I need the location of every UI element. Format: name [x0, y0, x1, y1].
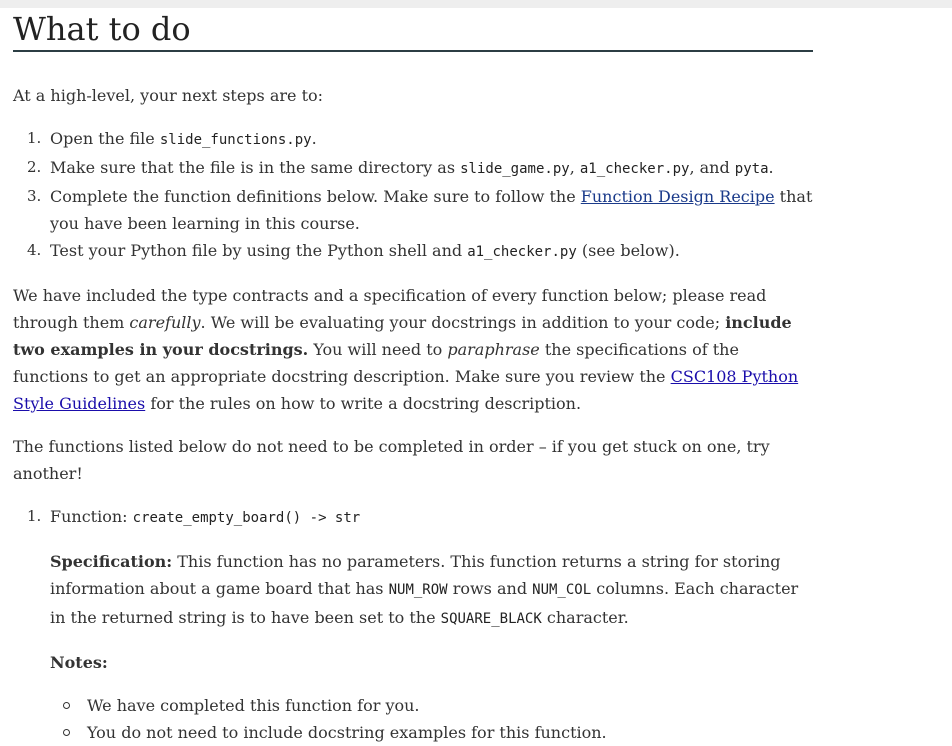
inline-code: a1_checker.py: [579, 161, 690, 177]
page-title: What to do: [13, 9, 813, 52]
emphasis-text: paraphrase: [447, 340, 540, 359]
browser-top-strip: [0, 0, 952, 8]
inline-code: NUM_COL: [532, 582, 592, 598]
paragraph-text: We have included the type contracts and a specification of every function below; please read through them: [13, 286, 767, 332]
spec-text: rows and: [447, 579, 533, 598]
note-text: You do not need to include docstring examples for this function.: [87, 723, 607, 742]
step-text: Test your Python file by using the Python shell and: [50, 241, 468, 260]
step-text: .: [311, 129, 317, 148]
circle-bullet-icon: [63, 729, 70, 736]
spec-text: This function has no parameters. This function returns a string for storing information about a game board that has: [50, 552, 781, 598]
inline-code: SQUARE_BLACK: [440, 611, 542, 627]
step-text: ,: [569, 158, 580, 177]
note-item: [50, 719, 813, 746]
step-item: [13, 183, 813, 237]
circle-bullet-icon: [63, 702, 70, 709]
emphasis-text: carefully: [129, 313, 201, 332]
functions-list: [13, 503, 813, 746]
docstring-instructions-paragraph: [13, 282, 813, 417]
step-item: [13, 154, 813, 183]
step-text: .: [768, 158, 774, 177]
step-text: (see below).: [576, 241, 680, 260]
inline-code: NUM_ROW: [388, 582, 448, 598]
function-design-recipe-link[interactable]: Function Design Recipe: [580, 187, 775, 206]
spec-text: character.: [541, 608, 629, 627]
next-steps-list: [13, 125, 813, 266]
function-signature: create_empty_board() -> str: [132, 510, 361, 526]
inline-code: pyta: [734, 161, 769, 177]
step-text: , and: [689, 158, 735, 177]
step-text: Make sure that the file is in the same directory as: [50, 158, 461, 177]
paragraph-text: the specifications of the functions to get an appropriate docstring description. Make sure you review the: [13, 340, 739, 386]
paragraph-text: for the rules on how to write a docstring description.: [145, 394, 582, 413]
step-text: that you have been learning in this course.: [50, 187, 813, 233]
style-guidelines-link[interactable]: CSC108 Python Style Guidelines: [13, 367, 799, 413]
bold-text: include two examples in your docstrings.: [13, 313, 792, 359]
notes-list: [50, 692, 813, 746]
inline-code: slide_game.py: [460, 161, 570, 177]
step-number: 4.: [27, 241, 42, 259]
step-number: 1.: [27, 129, 42, 147]
function-item: [13, 503, 813, 746]
note-item: [50, 692, 813, 719]
step-number: 2.: [27, 158, 42, 176]
specification-paragraph: [50, 548, 813, 633]
function-label: Function:: [50, 507, 133, 526]
notes-label: Notes:: [50, 653, 108, 672]
step-text: Open the file: [50, 129, 160, 148]
notes-heading: [50, 649, 813, 676]
function-number: 1.: [27, 507, 42, 525]
paragraph-text: . We will be evaluating your docstrings in addition to your code;: [200, 313, 726, 332]
intro-paragraph: At a high-level, your next steps are to:: [13, 86, 324, 105]
specification-label: Specification:: [50, 552, 173, 571]
order-note-paragraph: The functions listed below do not need to be completed in order – if you get stuck on one, try another!: [13, 437, 770, 483]
assignment-content: [13, 9, 813, 746]
step-number: 3.: [27, 187, 42, 205]
note-text: We have completed this function for you.: [87, 696, 420, 715]
paragraph-text: You will need to: [308, 340, 448, 359]
step-item: [13, 125, 813, 154]
step-text: Complete the function definitions below. Make sure to follow the: [50, 187, 581, 206]
spec-text: columns. Each character in the returned string is to have been set to the: [50, 579, 799, 627]
inline-code: slide_functions.py: [159, 132, 312, 148]
inline-code: a1_checker.py: [467, 244, 577, 260]
step-item: [13, 237, 813, 266]
